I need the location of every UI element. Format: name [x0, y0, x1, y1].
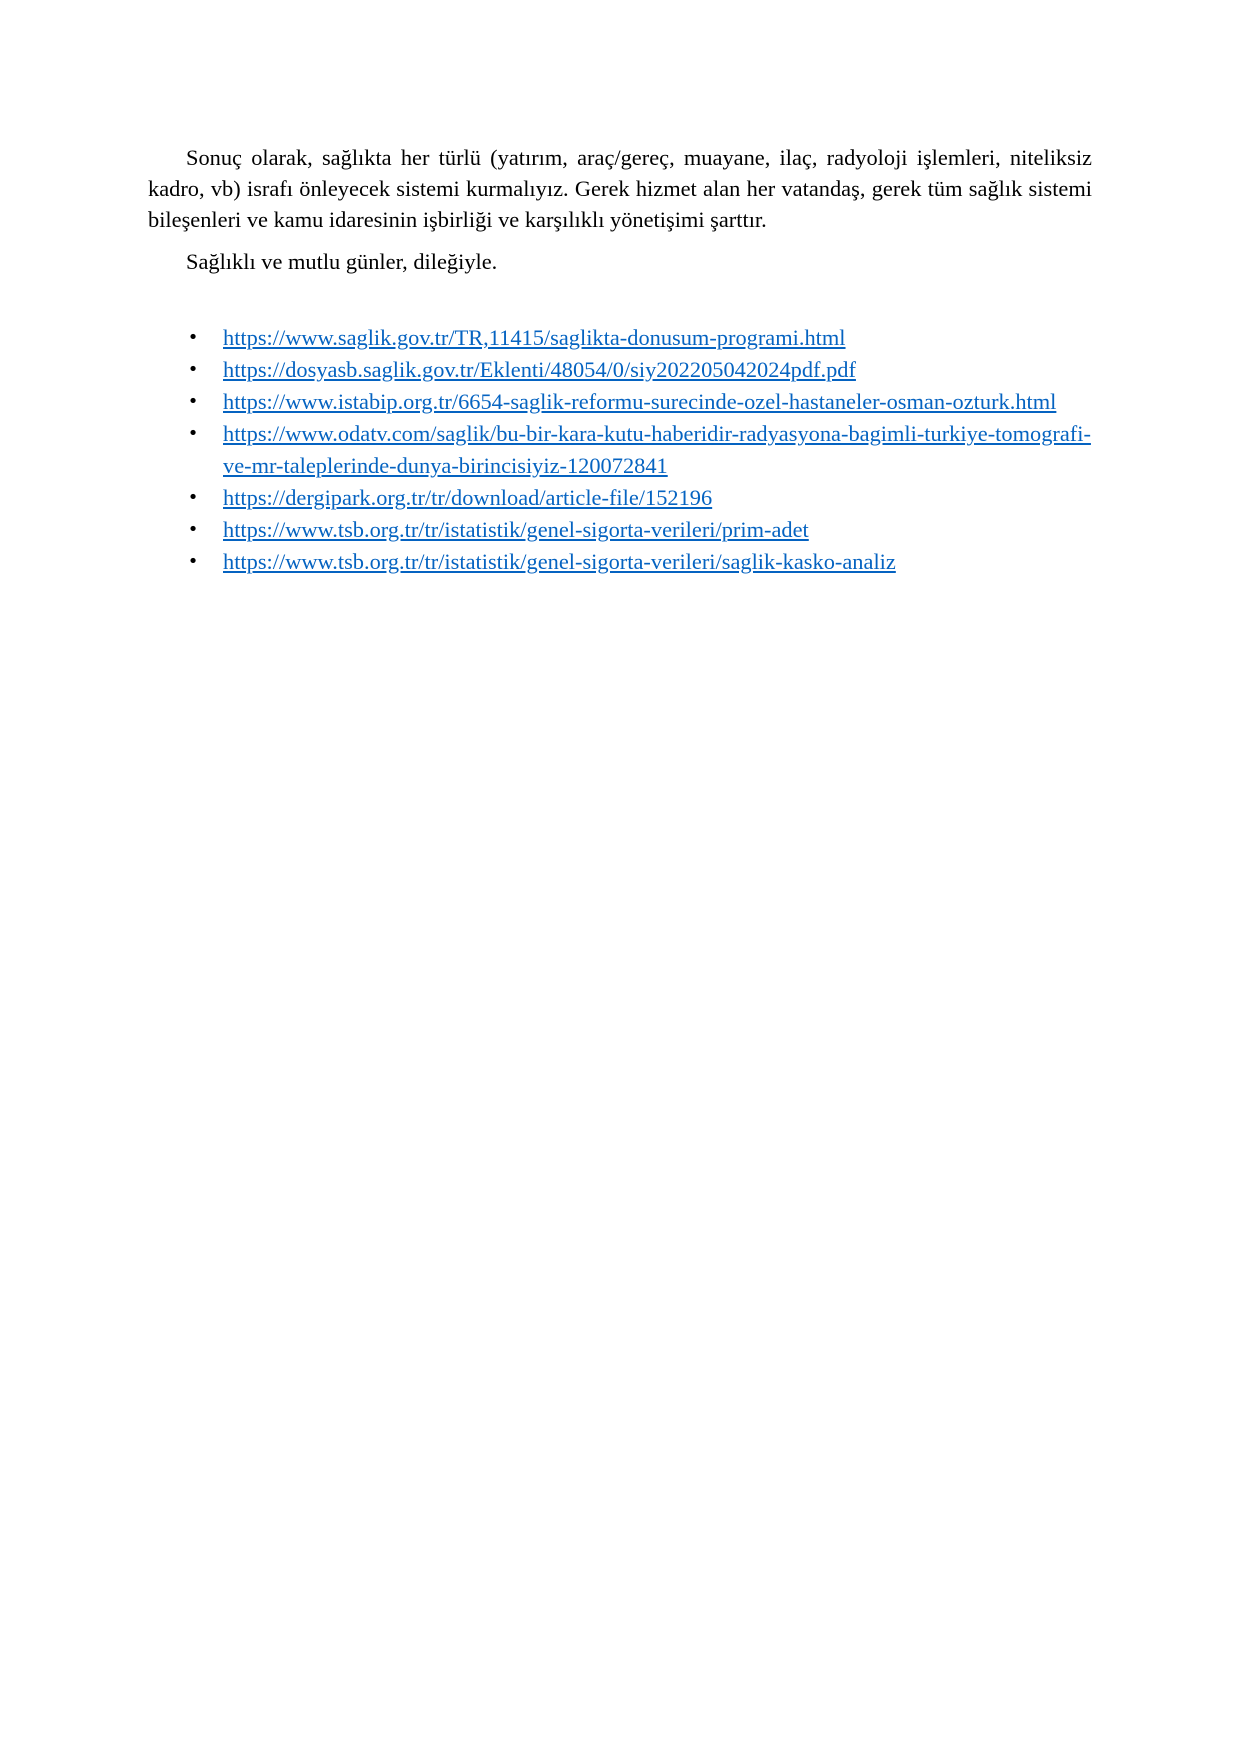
- bullet-icon: •: [187, 391, 199, 412]
- reference-item-5: [148, 482, 1092, 514]
- bullet-icon: •: [187, 487, 199, 508]
- bullet-icon: •: [187, 519, 199, 540]
- bullet-icon: •: [187, 327, 199, 348]
- bullet-icon: •: [187, 551, 199, 572]
- reference-item-4: [148, 418, 1092, 482]
- reference-item-3: [148, 386, 1092, 418]
- reference-link[interactable]: https://www.istabip.org.tr/6654-saglik-reformu-surecinde-ozel-hastaneler-osman-ozturk.html: [223, 389, 1057, 414]
- page-content: [148, 142, 1092, 578]
- reference-link[interactable]: https://dosyasb.saglik.gov.tr/Eklenti/48054/0/siy202205042024pdf.pdf: [223, 357, 856, 382]
- conclusion-paragraph: Sonuç olarak, sağlıkta her türlü (yatırım, araç/gereç, muayane, ilaç, radyoloji işlemleri, niteliksiz kadro, vb) israfı önleyecek sistemi kurmalıyız. Gerek hizmet alan her vatandaş, gerek tüm sağlık sistemi bileşenleri ve kamu idaresinin işbirliği ve karşılıklı yönetişimi şarttır.: [148, 145, 1092, 232]
- reference-link[interactable]: https://dergipark.org.tr/tr/download/article-file/152196: [223, 485, 713, 510]
- reference-link[interactable]: https://www.saglik.gov.tr/TR,11415/saglikta-donusum-programi.html: [223, 325, 846, 350]
- bullet-icon: •: [187, 359, 199, 380]
- bullet-icon: •: [187, 423, 199, 444]
- reference-item-7: [148, 546, 1092, 578]
- reference-link[interactable]: https://www.tsb.org.tr/tr/istatistik/genel-sigorta-verileri/saglik-kasko-analiz: [223, 549, 896, 574]
- reference-list: [148, 322, 1092, 578]
- closing-line: Sağlıklı ve mutlu günler, dileğiyle.: [186, 249, 498, 274]
- reference-item-1: [148, 322, 1092, 354]
- reference-link[interactable]: https://www.tsb.org.tr/tr/istatistik/genel-sigorta-verileri/prim-adet: [223, 517, 809, 542]
- reference-item-6: [148, 514, 1092, 546]
- reference-item-2: [148, 354, 1092, 386]
- reference-link[interactable]: https://www.odatv.com/saglik/bu-bir-kara-kutu-haberidir-radyasyona-bagimli-turkiye-tomografi-ve-mr-taleplerinde-dunya-birincisiyiz-120072841: [223, 421, 1091, 478]
